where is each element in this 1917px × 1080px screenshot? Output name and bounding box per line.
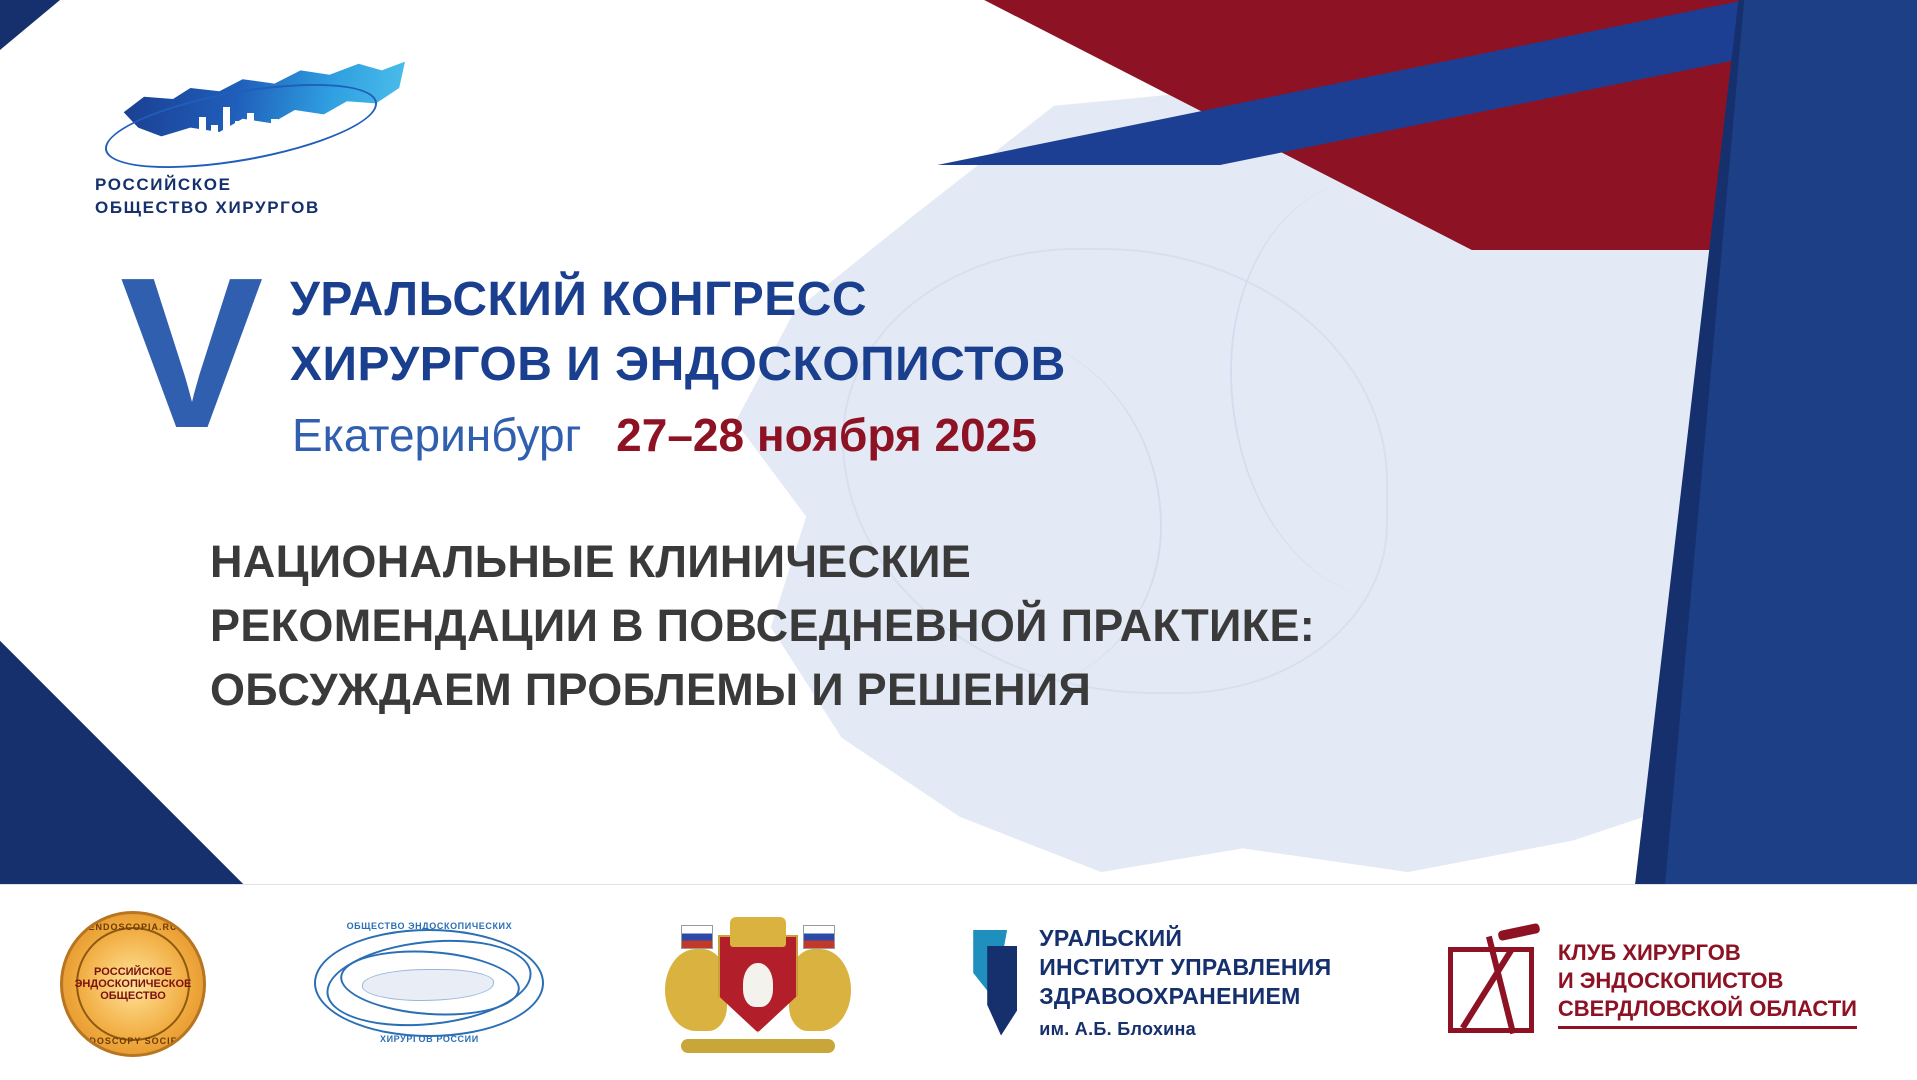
city-and-dates xyxy=(292,408,1037,462)
ural-institute-text xyxy=(1039,924,1331,1044)
flag-left-icon xyxy=(681,925,713,949)
congress-title-line-1: УРАЛЬСКИЙ КОНГРЕСС xyxy=(290,273,868,326)
surgeons-club-text xyxy=(1558,939,1857,1029)
coat-of-arms-icon xyxy=(653,909,863,1059)
subtitle-line-1: НАЦИОНАЛЬНЫЕ КЛИНИЧЕСКИЕ xyxy=(210,536,972,587)
bear-figure-icon xyxy=(743,963,773,1007)
endoscopy-society-seal-icon xyxy=(60,911,206,1057)
oval-top-text: ОБЩЕСТВО ЭНДОСКОПИЧЕСКИХ xyxy=(346,921,513,931)
seal-center-line-2: ЭНДОСКОПИЧЕСКОЕ xyxy=(74,977,192,990)
congress-subtitle xyxy=(210,530,1630,722)
russian-society-of-surgeons-logo xyxy=(95,55,435,220)
partner-russian-endoscopy-society xyxy=(60,911,206,1057)
seal-arc-bottom-text: ENDOSCOPY SOCIETY xyxy=(74,1035,192,1046)
event-dates: 27–28 ноября 2025 xyxy=(616,409,1037,461)
ural-institute-line-3: ЗДРАВООХРАНЕНИЕМ xyxy=(1039,982,1301,1009)
navy-top-left-corner xyxy=(0,0,60,50)
crown-icon xyxy=(730,917,786,947)
monogram-hook xyxy=(1497,922,1540,941)
ribbon-icon xyxy=(681,1039,835,1053)
seal-center-line-3: ОБЩЕСТВО xyxy=(100,989,166,1002)
roman-numeral-v: V xyxy=(120,232,264,473)
ural-institute-line-1: УРАЛЬСКИЙ xyxy=(1039,924,1183,951)
society-logo-line-2: ОБЩЕСТВО ХИРУРГОВ xyxy=(95,198,320,217)
society-logo-text xyxy=(95,173,415,219)
seal-arc-top-text: ENDOSCOPIA.RU xyxy=(88,921,178,932)
subtitle-line-3: ОБСУЖДАЕМ ПРОБЛЕМЫ И РЕШЕНИЯ xyxy=(210,664,1092,715)
shield-icon xyxy=(718,935,798,1033)
ural-institute-mark-icon xyxy=(971,930,1023,1038)
surgeons-club-logo xyxy=(1440,925,1857,1043)
seal-center-text xyxy=(63,966,203,1002)
partner-ural-institute-of-health-management xyxy=(971,924,1331,1044)
partner-logos-bar xyxy=(0,884,1917,1080)
surgeons-club-line-3: СВЕРДЛОВСКОЙ ОБЛАСТИ xyxy=(1558,995,1857,1029)
partner-sverdlovsk-coat-of-arms xyxy=(653,909,863,1059)
subtitle-line-2: РЕКОМЕНДАЦИИ В ПОВСЕДНЕВНОЙ ПРАКТИКЕ: xyxy=(210,600,1316,651)
event-city: Екатеринбург xyxy=(292,409,582,461)
mark-shape-dark xyxy=(987,946,1017,1036)
endoscopic-surgeons-oval-icon xyxy=(314,921,544,1046)
griffin-right-icon xyxy=(789,949,851,1031)
oval-bottom-text: ХИРУРГОВ РОССИИ xyxy=(380,1034,479,1044)
surgeons-club-line-1: КЛУБ ХИРУРГОВ xyxy=(1557,939,1741,965)
ural-institute-line-4: им. А.Б. Блохина xyxy=(1039,1018,1196,1039)
surgeons-club-line-2: И ЭНДОСКОПИСТОВ xyxy=(1557,967,1784,993)
flag-right-icon xyxy=(803,925,835,949)
seal-center-line-1: РОССИЙСКОЕ xyxy=(94,965,172,978)
society-logo-line-1: РОССИЙСКОЕ xyxy=(95,175,232,194)
ural-institute-line-2: ИНСТИТУТ УПРАВЛЕНИЯ xyxy=(1039,953,1332,980)
partner-society-of-endoscopic-surgeons xyxy=(314,921,544,1046)
city-skyline-icon xyxy=(187,101,297,147)
congress-title-line-2: ХИРУРГОВ И ЭНДОСКОПИСТОВ xyxy=(290,338,1066,391)
surgeons-club-monogram-icon xyxy=(1440,925,1544,1043)
griffin-left-icon xyxy=(665,949,727,1031)
ural-institute-logo xyxy=(971,924,1331,1044)
partner-club-of-surgeons-and-endoscopists xyxy=(1440,925,1857,1043)
